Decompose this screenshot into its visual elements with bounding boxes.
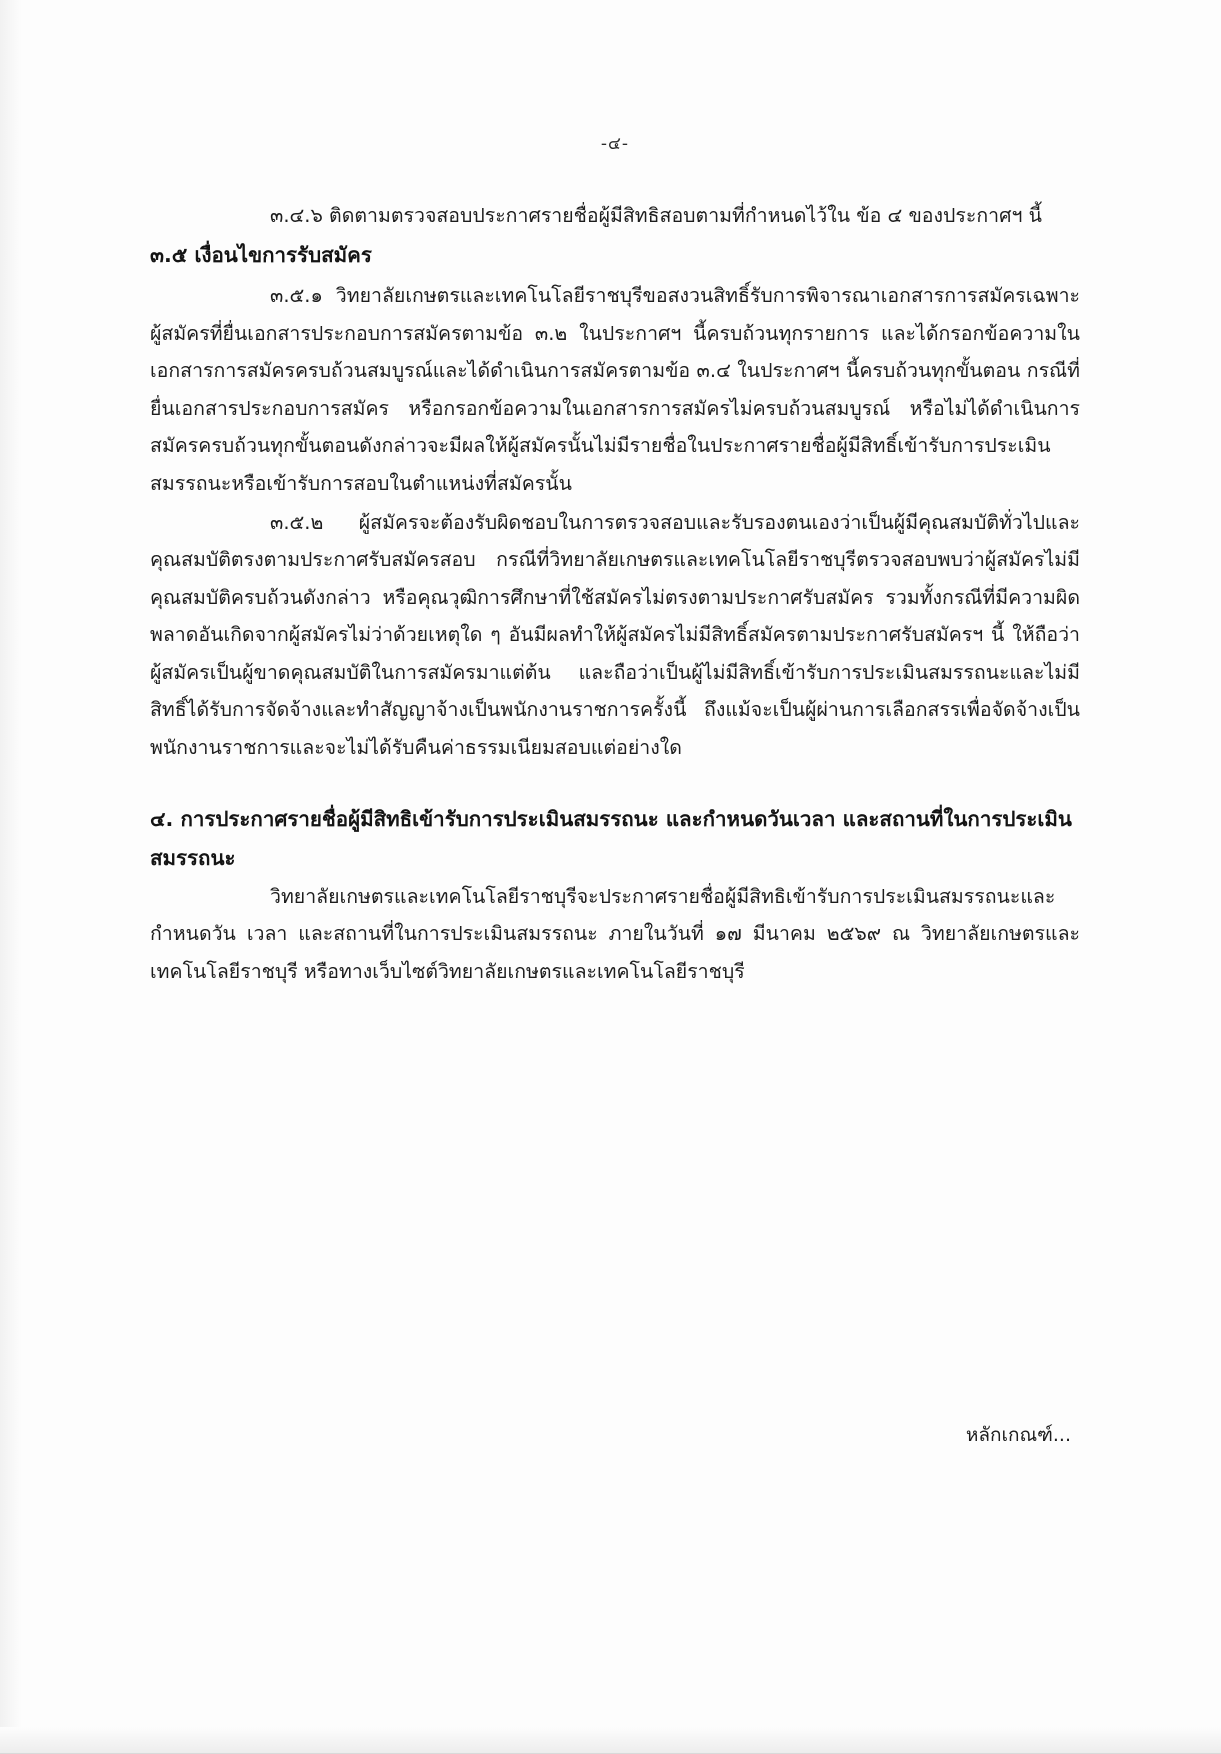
paragraph-item-3-5-2: ๓.๕.๒ ผู้สมัครจะต้องรับผิดชอบในการตรวจสอบและรับรองตนเองว่าเป็นผู้มีคุณสมบัติทั่วไปและคุณสมบัติตรงตามประกาศรับสมัครสอบ กรณีที่วิทยาลัยเกษตรและเทคโนโลยีราชบุรีตรวจสอบพบว่าผู้สมัครไม่มีคุณสมบัติครบถ้วนดังกล่าว หรือคุณวุฒิการศึกษาที่ใช้สมัครไม่ตรงตามประกาศรับสมัคร รวมทั้งกรณีที่มีความผิดพลาดอันเกิดจากผู้สมัครไม่ว่าด้วยเหตุใด ๆ อันมีผลทำให้ผู้สมัครไม่มีสิทธิ์สมัครตามประกาศรับสมัครฯ นี้ ให้ถือว่าผู้สมัครเป็นผู้ขาดคุณสมบัติในการสมัครมาแต่ต้น และถือว่าเป็นผู้ไม่มีสิทธิ์เข้ารับการประเมินสมรรถนะและไม่มีสิทธิ์ได้รับการจัดจ้างและทำสัญญาจ้างเป็นพนักงานราชการครั้งนี้ ถึงแม้จะเป็นผู้ผ่านการเลือกสรรเพื่อจัดจ้างเป็นพนักงานราชการและจะไม่ได้รับคืนค่าธรรมเนียมสอบแต่อย่างใด <box>150 511 1080 759</box>
page-bottom-shadow <box>0 1727 1221 1754</box>
paragraph-item-3-5-1: ๓.๕.๑ วิทยาลัยเกษตรและเทคโนโลยีราชบุรีขอสงวนสิทธิ์รับการพิจารณาเอกสารการสมัครเฉพาะผู้สมัครที่ยื่นเอกสารประกอบการสมัครตามข้อ ๓.๒ ในประกาศฯ นี้ครบถ้วนทุกรายการ และได้กรอกข้อความในเอกสารการสมัครครบถ้วนสมบูรณ์และได้ดำเนินการสมัครตามข้อ ๓.๔ ในประกาศฯ นี้ครบถ้วนทุกขั้นตอน กรณีที่ยื่นเอกสารประกอบการสมัคร หรือกรอกข้อความในเอกสารการสมัครไม่ครบถ้วนสมบูรณ์ หรือไม่ได้ดำเนินการสมัครครบถ้วนทุกขั้นตอนดังกล่าวจะมีผลให้ผู้สมัครนั้นไม่มีรายชื่อในประกาศรายชื่อผู้มีสิทธิ์เข้ารับการประเมินสมรรถนะหรือเข้ารับการสอบในตำแหน่งที่สมัครนั้น <box>150 284 1080 495</box>
footer-continuation-note: หลักเกณฑ์... <box>965 1424 1071 1446</box>
page-number: -๔- <box>600 134 630 154</box>
paragraph-item-3-4-6: ๓.๔.๖ ติดตามตรวจสอบประกาศรายชื่อผู้มีสิทธิสอบตามที่กำหนดไว้ใน ข้อ ๔ ของประกาศฯ นี้ <box>270 204 1042 227</box>
spacer <box>150 768 1080 800</box>
heading-3-5: ๓.๕ เงื่อนไขการรับสมัคร <box>150 243 372 268</box>
heading-section-4: ๔. การประกาศรายชื่อผู้มีสิทธิเข้ารับการประเมินสมรรถนะ และกำหนดวันเวลา และสถานที่ในการประเมินสมรรถนะ <box>150 807 1072 870</box>
page-left-shadow <box>0 0 22 1754</box>
paragraph-section-4-body: วิทยาลัยเกษตรและเทคโนโลยีราชบุรีจะประกาศรายชื่อผู้มีสิทธิเข้ารับการประเมินสมรรถนะและกำหนดวัน เวลา และสถานที่ในการประเมินสมรรถนะ ภายในวันที่ ๑๗ มีนาคม ๒๕๖๙ ณ วิทยาลัยเกษตรและเทคโนโลยีราชบุรี หรือทางเว็บไซต์วิทยาลัยเกษตรและเทคโนโลยีราชบุรี <box>150 884 1080 983</box>
document-content <box>150 130 1080 992</box>
